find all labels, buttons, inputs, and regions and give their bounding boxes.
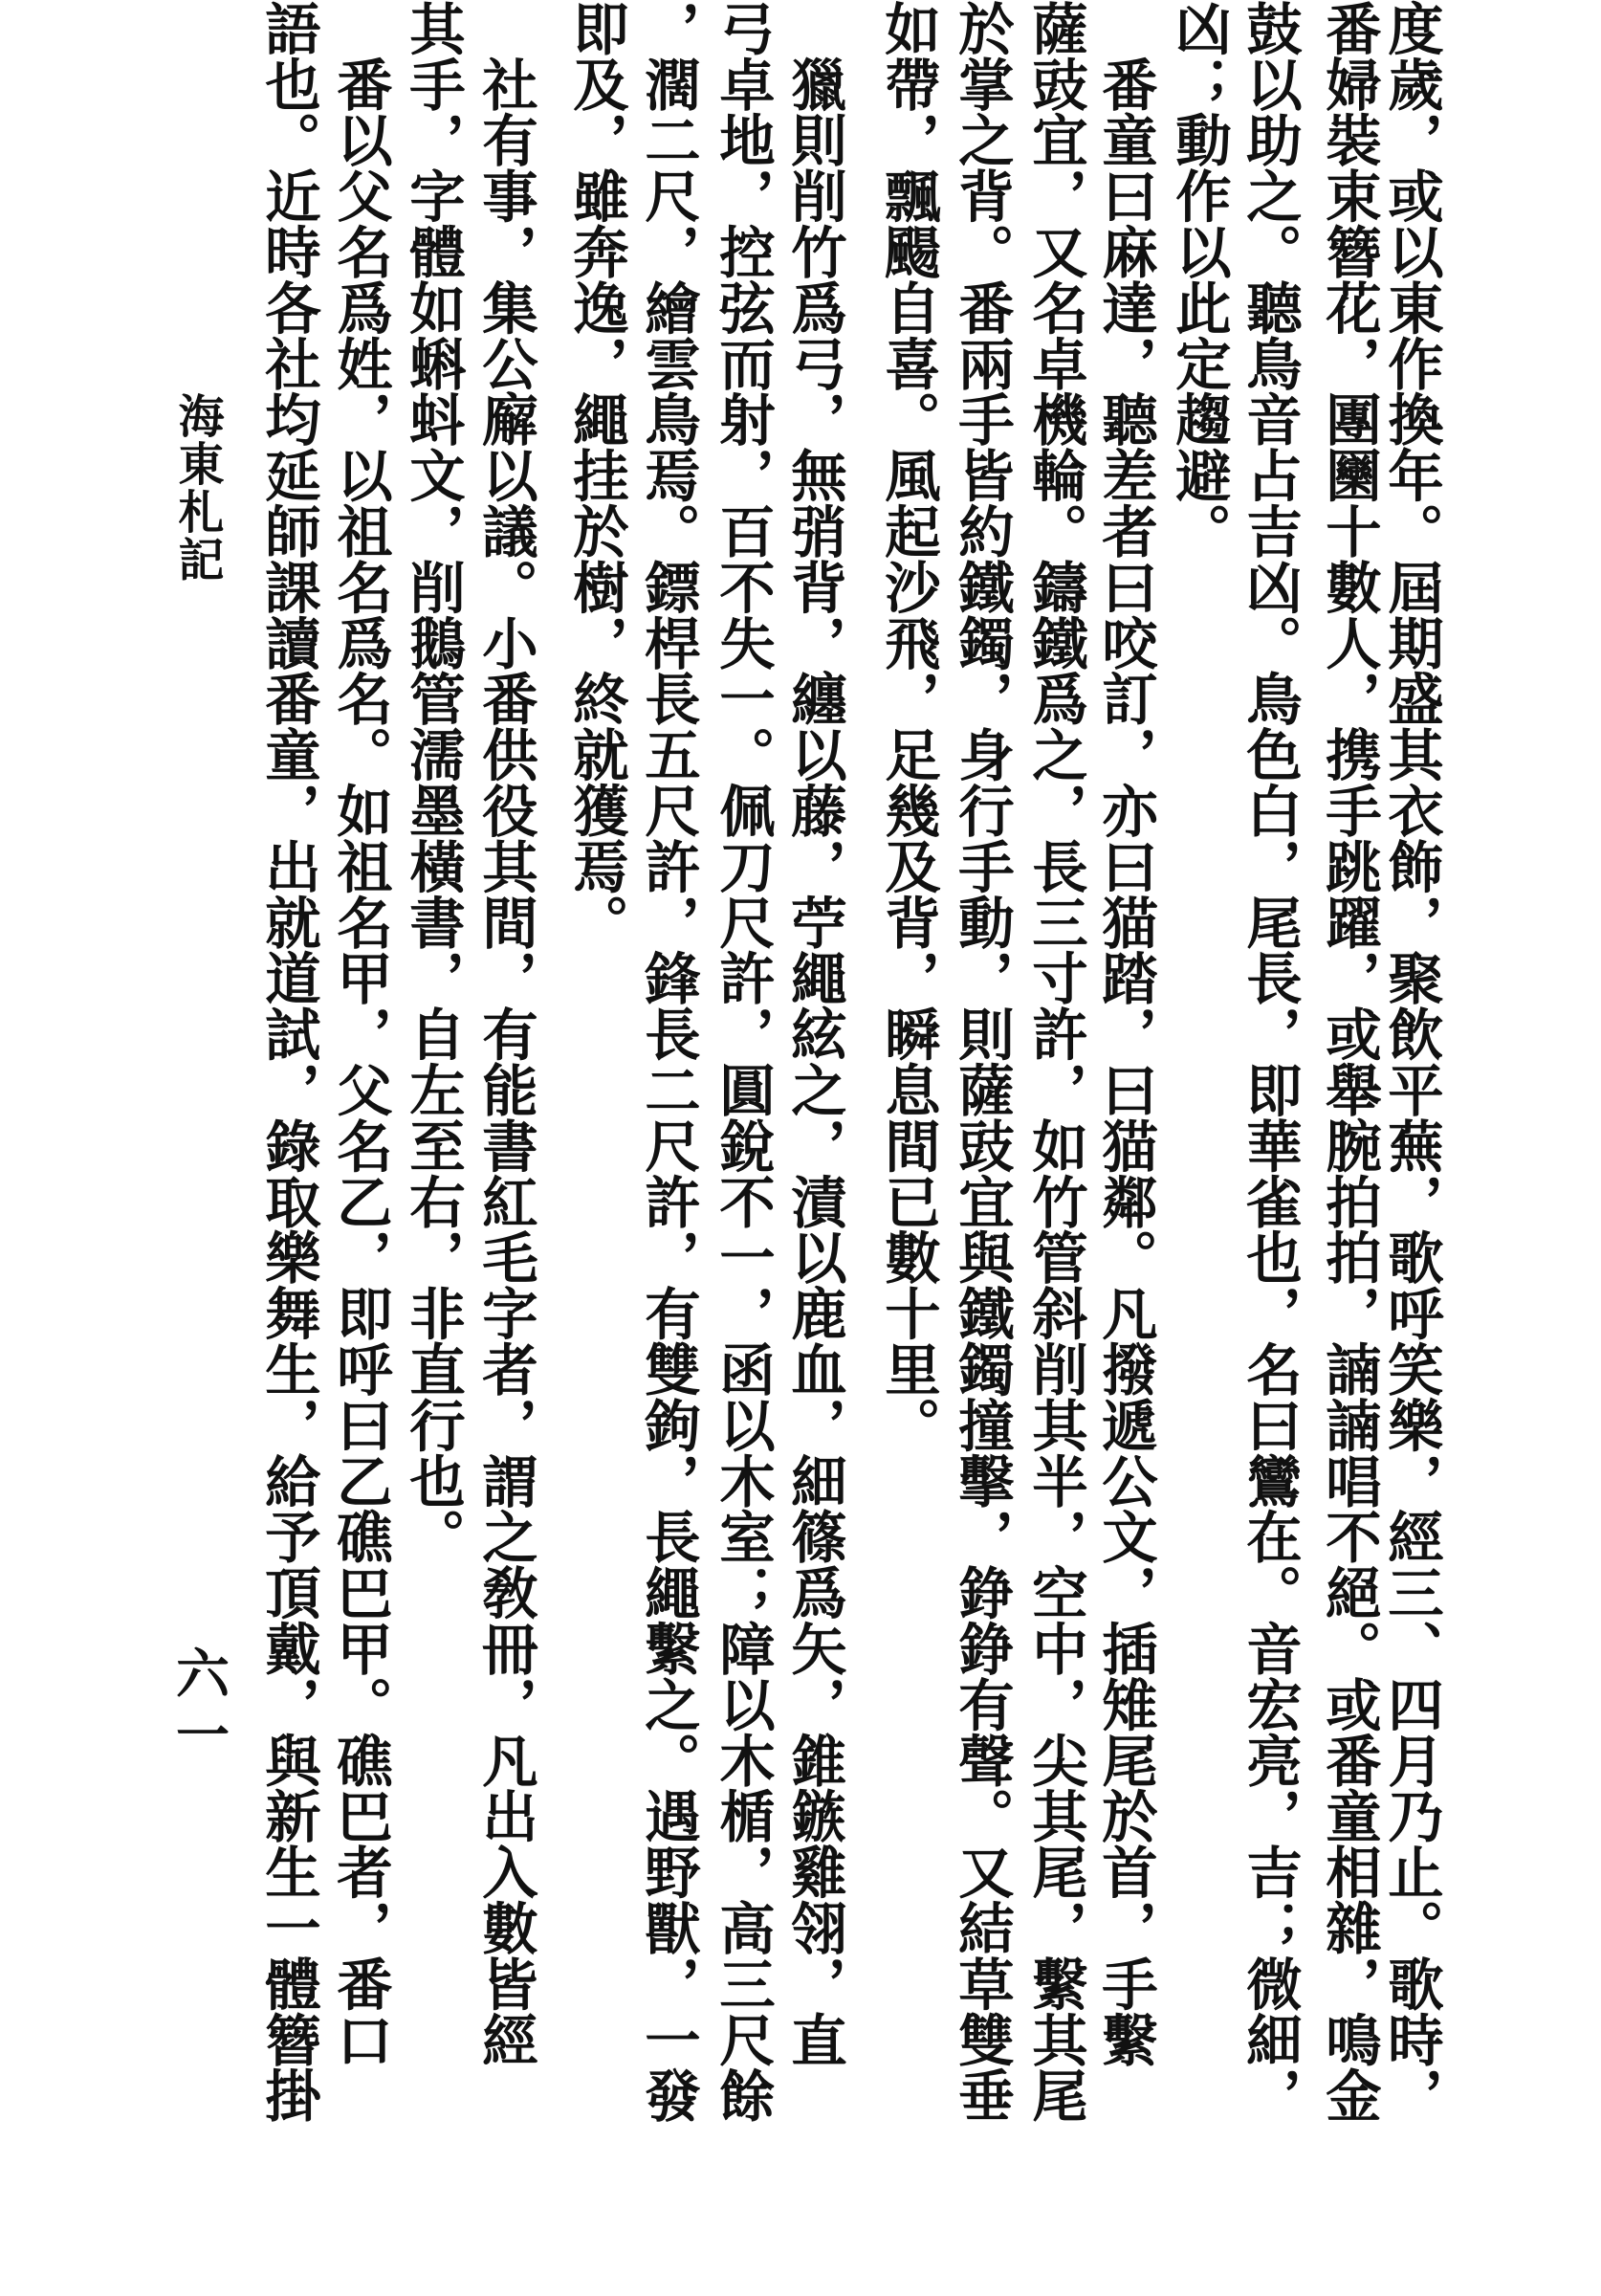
text-column-3: 鼓以助之。聽鳥音占吉凶。鳥色白，尾長，即華雀也，名曰鸞在。音宏亮，吉；微細， bbox=[1237, 0, 1304, 2124]
text-column-13: 社有事，集公廨以議。小番供役其間，有能書紅毛字者，謂之敎冊，凡出入數皆經 bbox=[472, 0, 539, 2067]
text-column-4: 凶；動作以此定趨避。 bbox=[1166, 0, 1233, 559]
text-column-5: 番童曰麻達，聽差者曰咬訂，亦曰猫踏，曰猫鄰。凡撥遞公文，插雉尾於首，手繫 bbox=[1092, 0, 1159, 2067]
text-column-9: 獵則削竹爲弓，無弰背，纏以藤，苧繩絃之，漬以鹿血，細篠爲矢，錐鏃雞翎，直 bbox=[781, 0, 848, 2067]
text-column-2: 番婦裝束簪花，團圞十數人，携手跳躍，或舉腕拍拍，諵諵唱不絕。或番童相雜，鳴金 bbox=[1316, 0, 1383, 2124]
text-column-16: 語也。近時各社均延師課讀番童，出就道試，錄取樂舞生，給予頂戴，與新生一體簪掛 bbox=[255, 0, 322, 2124]
text-column-8: 如帶，飄颺自喜。風起沙飛，足幾及背，瞬息間已數十里。 bbox=[875, 0, 942, 1453]
text-column-1: 度歲，或以東作換年。屆期盛其衣飾，聚飲平蕪，歌呼笑樂，經三、四月乃止。歌時， bbox=[1378, 0, 1445, 2124]
text-column-11: ，濶二尺，繪雲鳥焉。鏢桿長五尺許，鋒長二尺許，有雙鉤，長繩繫之。遇野獸，一發 bbox=[635, 0, 702, 2124]
text-column-7: 於掌之背。番兩手皆約鐵鐲，身行手動，則薩豉宜與鐵鐲撞擊，錚錚有聲。又結草雙垂 bbox=[949, 0, 1016, 2124]
book-title: 海東札記 bbox=[170, 392, 224, 584]
text-column-6: 薩豉宜，又名卓機輪。鑄鐵爲之，長三寸許，如竹管斜削其半，空中，尖其尾，繫其尾 bbox=[1022, 0, 1089, 2124]
text-column-12: 即及，雖奔逸，繩挂於樹，終就獲焉。 bbox=[563, 0, 630, 950]
page-number: 六一 bbox=[167, 1645, 230, 1768]
text-column-10: 弓卓地，控弦而射，百不失一。佩刀尺許，圓銳不一，函以木室；障以木楯，高三尺餘 bbox=[710, 0, 777, 2124]
text-column-15: 番以父名爲姓，以祖名爲名。如祖名甲，父名乙，即呼曰乙礁巴甲。礁巴者，番口 bbox=[327, 0, 394, 2067]
text-column-14: 其手，字體如蝌蚪文，削鵝管濡墨橫書，自左至右，非直行也。 bbox=[400, 0, 467, 1565]
